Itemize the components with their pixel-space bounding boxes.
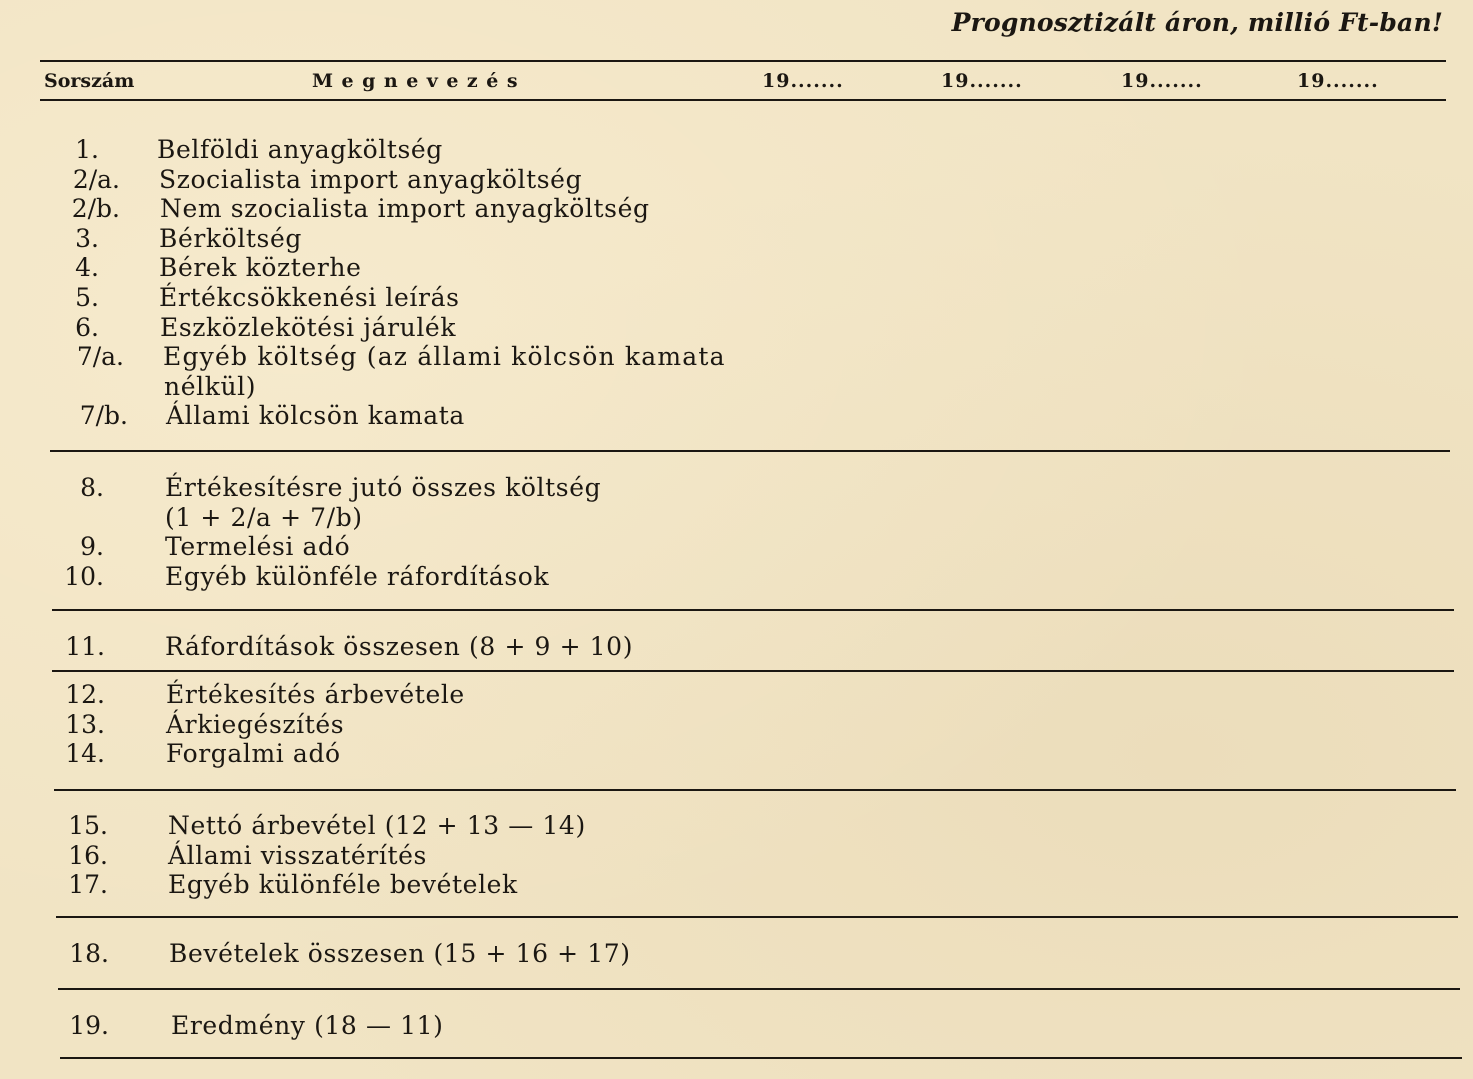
section-rule: [60, 1057, 1462, 1059]
table-row: [0, 870, 1473, 900]
header-bottom-rule: [40, 99, 1446, 101]
row-label: Ráfordítások összesen (8 + 9 + 10): [165, 632, 634, 661]
row-label: Értékesítésre jutó összes költség: [165, 473, 602, 502]
row-number: 2/b.: [71, 194, 120, 224]
row-number: 17.: [68, 870, 108, 900]
row-label: Nem szocialista import anyagköltség: [160, 194, 650, 224]
row-label: Árkiegészítés: [166, 709, 345, 739]
row-number: 3.: [75, 223, 99, 253]
row-label: Állami kölcsön kamata: [166, 401, 465, 431]
table-row: [0, 680, 1473, 710]
table-row-continuation: [0, 372, 1473, 402]
row-number: 18.: [69, 939, 109, 968]
header-year-2: 19.......: [941, 70, 1023, 92]
table-row: [0, 135, 1473, 165]
row-label: Egyéb különféle bevételek: [168, 870, 518, 900]
header-sorszam: Sorszám: [44, 70, 135, 92]
table-row: [0, 811, 1473, 841]
section-rule: [52, 609, 1454, 611]
row-label: Termelési adó: [165, 532, 351, 562]
group-sales: [0, 680, 1473, 769]
row-number: 11.: [65, 632, 105, 661]
row-label: Bérek közterhe: [159, 253, 362, 283]
table-row: [0, 313, 1473, 343]
header-year-3: 19.......: [1121, 70, 1203, 92]
table-row: [0, 532, 1473, 562]
row-number: 2/a.: [72, 164, 120, 194]
row-label: Eszközlekötési járulék: [160, 312, 457, 342]
row-number: 1.: [75, 135, 99, 164]
table-row: [0, 283, 1473, 313]
group-result: [0, 1011, 1473, 1041]
header-year-4: 19.......: [1297, 70, 1379, 92]
section-rule: [56, 916, 1458, 918]
row-number: 4.: [75, 253, 99, 283]
section-rule: [54, 789, 1456, 791]
group-costs: [0, 135, 1473, 431]
table-row: [0, 401, 1473, 431]
table-row: [0, 939, 1473, 969]
row-label: Nettó árbevétel (12 + 13 — 14): [168, 811, 586, 840]
row-label: Egyéb különféle ráfordítások: [165, 561, 550, 591]
row-number: 10.: [64, 561, 104, 591]
table-row: [0, 710, 1473, 740]
row-number: 15.: [68, 811, 108, 840]
table-row: [0, 1011, 1473, 1041]
header-megnevezes: Megnevezés: [312, 70, 527, 92]
row-number: 19.: [69, 1011, 109, 1040]
table-row: [0, 194, 1473, 224]
row-label: Belföldi anyagköltség: [157, 135, 443, 164]
section-rule: [52, 670, 1454, 672]
group-expenditure-total: [0, 632, 1473, 662]
table-row-continuation: [0, 503, 1473, 533]
row-label: Bevételek összesen (15 + 16 + 17): [169, 939, 631, 968]
row-number: 7/b.: [79, 401, 128, 431]
row-label: Állami visszatérítés: [168, 840, 427, 870]
row-number: 14.: [65, 739, 105, 769]
row-label: Értékcsökkenési leírás: [159, 282, 460, 312]
row-number: 16.: [68, 840, 108, 870]
row-label: Szocialista import anyagköltség: [159, 164, 583, 194]
row-number: 12.: [65, 680, 105, 709]
row-number: 8.: [80, 473, 104, 502]
table-row: [0, 562, 1473, 592]
table-header: [0, 64, 1473, 98]
row-label: Eredmény (18 — 11): [171, 1011, 444, 1040]
section-rule: [58, 988, 1460, 990]
header-year-1: 19.......: [762, 70, 844, 92]
row-label: nélkül): [164, 371, 257, 401]
group-revenue: [0, 811, 1473, 900]
table-row: [0, 165, 1473, 195]
header-top-rule: [40, 60, 1446, 62]
row-label: Értékesítés árbevétele: [166, 680, 465, 709]
row-number: 7/a.: [76, 342, 124, 372]
row-label: (1 + 2/a + 7/b): [165, 502, 363, 532]
unit-note: Prognosztizált áron, millió Ft-ban!: [951, 8, 1443, 37]
row-number: 5.: [75, 282, 99, 312]
row-label: Bérköltség: [159, 223, 302, 253]
table-row: [0, 632, 1473, 662]
group-revenue-total: [0, 939, 1473, 969]
table-row: [0, 739, 1473, 769]
table-row: [0, 841, 1473, 871]
row-number: 13.: [65, 709, 105, 739]
row-label: Egyéb költség (az állami kölcsön kamata: [163, 342, 726, 372]
group-total-costs: [0, 473, 1473, 591]
table-row: [0, 473, 1473, 503]
table-row: [0, 224, 1473, 254]
row-number: 6.: [75, 312, 99, 342]
section-rule: [50, 450, 1450, 452]
table-row: [0, 342, 1473, 372]
table-row: [0, 253, 1473, 283]
row-label: Forgalmi adó: [166, 739, 341, 769]
row-number: 9.: [80, 532, 104, 562]
